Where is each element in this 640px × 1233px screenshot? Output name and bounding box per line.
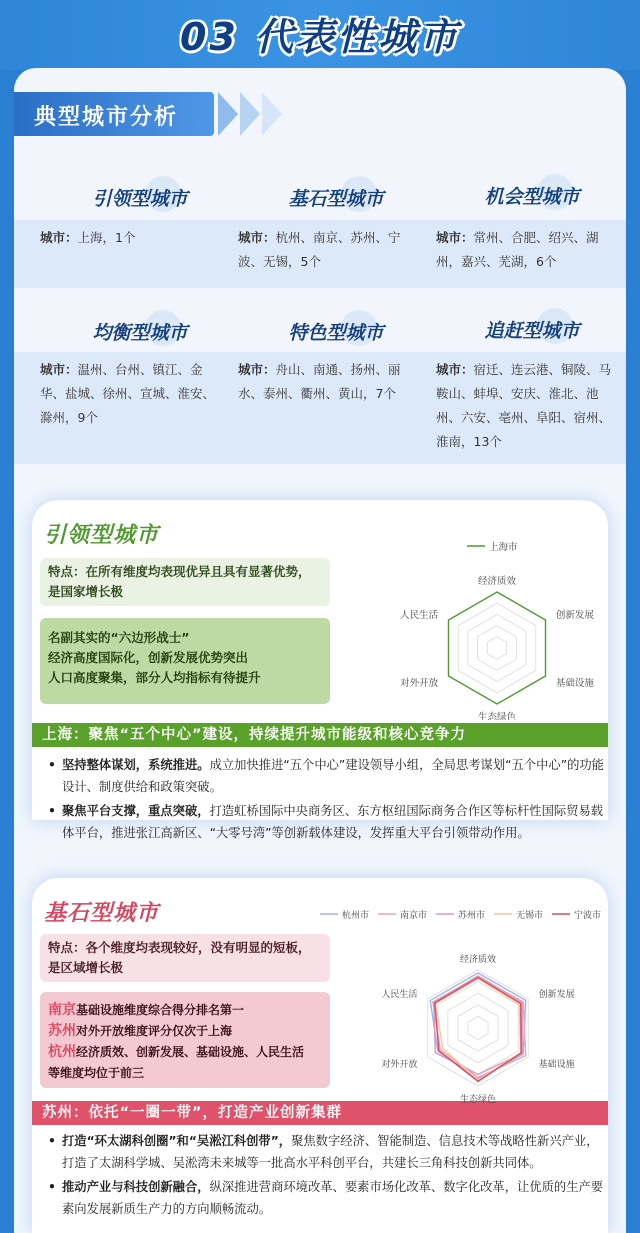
radar-axis-label: 基础设施 [538, 1060, 575, 1070]
feature-box: 特点：各个维度均表现较好，没有明显的短板，是区域增长极 [40, 934, 330, 982]
legend-label: 南京市 [400, 911, 428, 921]
city-banner: 苏州：依托“一圈一带”，打造产业创新集群 [32, 1101, 608, 1125]
type-heading-opportunity: 机会型城市 [432, 182, 632, 209]
radar-grid-ring [478, 626, 517, 671]
type-heading-balanced: 均衡型城市 [40, 318, 240, 345]
radar-axis-label: 对外开放 [381, 1060, 418, 1070]
city-list-feature: 城市：舟山、南通、扬州、丽水、泰州、衢州、黄山，7个 [238, 362, 401, 401]
type-heading-feature: 特色型城市 [236, 318, 436, 345]
bullet-item: • 推动产业与科技创新融合，纵深推进营商环境改革、要素市场化改革、数字化改革，让优质的生产要素向发展新质生产力的方向顺畅流动。 [48, 1180, 604, 1216]
chevron-right-icon [240, 92, 260, 136]
highlight-box: 南京基础设施维度综合得分排名第一 苏州对外开放维度评分仅次于上海 杭州经济质效、创新发展、基础设施、人民生活 等维度均位于前三 [40, 992, 330, 1088]
radar-axis-label: 经济质效 [477, 576, 517, 587]
legend-label: 宁波市 [574, 911, 602, 921]
feature-box: 特点：在所有维度均表现优异且具有显著优势，是国家增长极 [40, 558, 330, 606]
legend-label: 上海市 [489, 542, 518, 553]
city-list-opportunity: 城市：常州、合肥、绍兴、湖州，嘉兴、芜湖，6个 [436, 230, 599, 269]
radar-axis-label: 经济质效 [459, 955, 497, 965]
type-heading-base: 基石型城市 [236, 184, 436, 211]
radar-chart-shanghai [352, 530, 612, 720]
radar-axis-label: 对外开放 [400, 678, 439, 689]
radar-axis-label: 创新发展 [538, 990, 575, 1000]
legend-label: 苏州市 [458, 911, 486, 921]
type-heading-catchup: 追赶型城市 [432, 316, 632, 343]
radar-axis-label: 生态绿色 [459, 1095, 497, 1104]
radar-grid-ring [448, 993, 508, 1063]
section-title: 典型城市分析 [34, 105, 179, 130]
radar-axis-label: 基础设施 [555, 678, 594, 689]
radar-axis-label: 人民生活 [381, 990, 418, 1000]
legend-label: 杭州市 [342, 911, 370, 921]
radar-grid-ring [428, 970, 528, 1086]
radar-series-上海市 [449, 592, 546, 704]
bullet-item: • 聚焦平台支撑，重点突破，打造虹桥国际中央商务区、东方枢纽国际商务合作区等标杆性国际贸易载体平台，推进张江高新区、“大零号湾”等创新载体建设，发挥重大平台引领带动作用。 [48, 804, 604, 840]
chevron-right-icon [218, 92, 238, 136]
radar-chart-base-cities [318, 904, 608, 1104]
section-tab [14, 92, 214, 136]
radar-grid-ring [468, 614, 526, 681]
lead-city-card [32, 500, 608, 840]
radar-axis-label: 生态绿色 [477, 712, 517, 720]
city-list-base: 城市：杭州、南京、苏州、宁波、无锡，5个 [238, 230, 401, 269]
city-list-catchup: 城市：宿迁、连云港、铜陵、马鞍山、蚌埠、安庆、淮北、池州、六安、亳州、阜阳、宿州、淮南，13个 [436, 362, 612, 449]
bullet-item: • 打造“环太湖科创圈”和“吴淞江科创带”，聚焦数字经济、智能制造、信息技术等战略性新兴产业，打造了太湖科学城、吴淞湾未来城等一批高水平科创平台，共建长三角科技创新共同体。 [48, 1134, 599, 1170]
bullet-item: • 坚持整体谋划，系统推进。成立加快推进“五个中心”建设领导小组，全局思考谋划“五个中心”的功能设计、制度供给和政策突破。 [48, 758, 604, 794]
highlight-box: 名副其实的“六边形战士” 经济高度国际化，创新发展优势突出 人口高度聚集，部分人均指标有待提升 [40, 618, 330, 704]
radar-grid-ring [487, 637, 506, 659]
card-title: 基石型城市 [44, 901, 160, 926]
card-title: 引领型城市 [44, 523, 160, 548]
page-title: 03 代表性城市 [179, 15, 461, 59]
radar-grid-ring [458, 603, 536, 693]
type-heading-lead: 引领型城市 [40, 184, 240, 211]
radar-axis-label: 创新发展 [555, 610, 594, 621]
legend-label: 无锡市 [516, 911, 544, 921]
chevron-right-icon [262, 92, 282, 136]
radar-axis-label: 人民生活 [400, 610, 439, 621]
radar-grid-ring [449, 592, 546, 704]
city-list-lead: 城市：上海，1个 [40, 230, 136, 245]
city-list-balanced: 城市：温州、台州、镇江、金华、盐城、徐州、宣城、淮安、滁州，9个 [40, 362, 216, 425]
city-banner: 上海：聚焦“五个中心”建设，持续提升城市能级和核心竞争力 [32, 723, 608, 747]
radar-grid-ring [468, 1016, 488, 1039]
base-city-card [32, 878, 608, 1233]
radar-grid-ring [458, 1005, 498, 1051]
